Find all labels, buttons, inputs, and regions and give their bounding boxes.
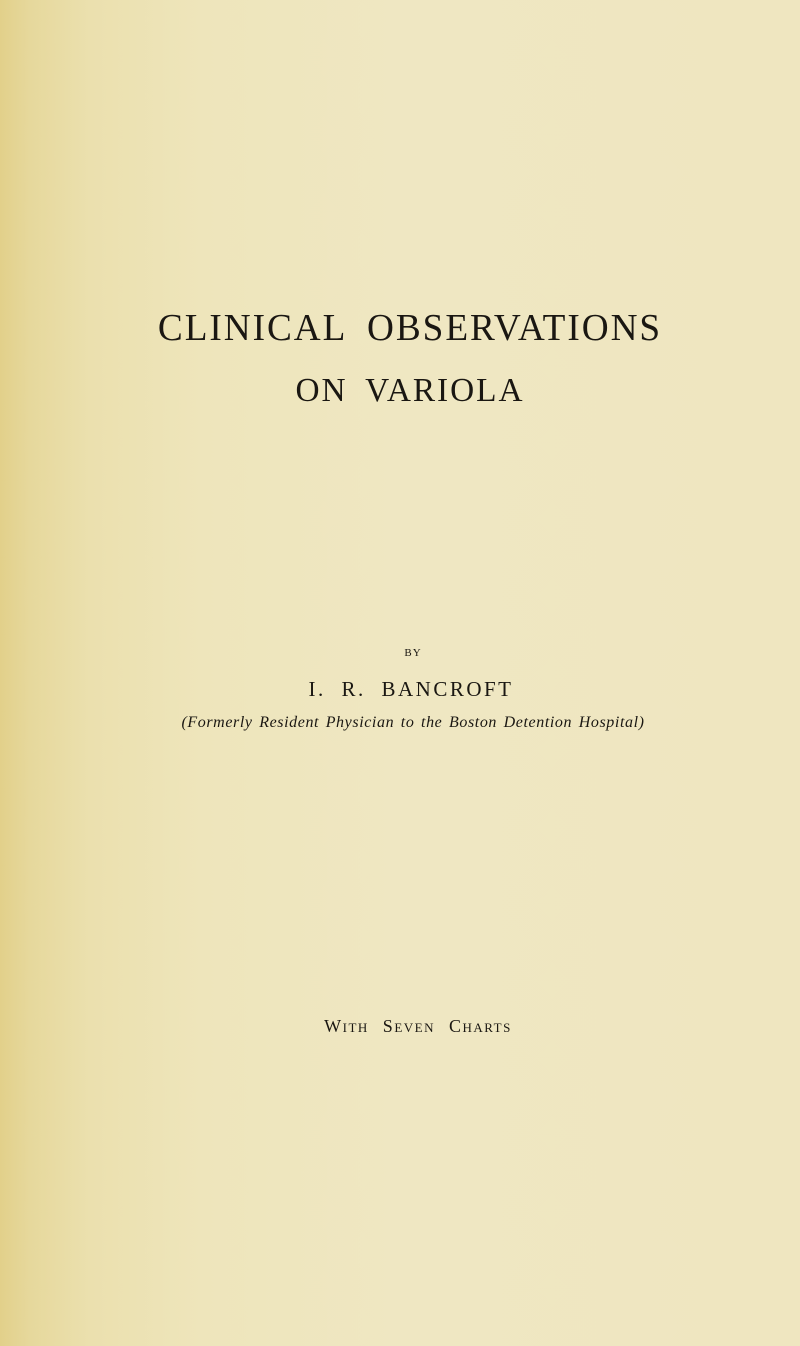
author-name: I. R. BANCROFT: [308, 677, 514, 701]
by-label: BY: [404, 647, 422, 659]
book-title-line-1: CLINICAL OBSERVATIONS: [157, 307, 663, 349]
charts-note: With Seven Charts: [324, 1016, 512, 1036]
book-title-line-2: ON VARIOLA: [295, 372, 525, 409]
author-affiliation: (Formerly Resident Physician to the Boston Detention Hospital): [181, 714, 645, 731]
